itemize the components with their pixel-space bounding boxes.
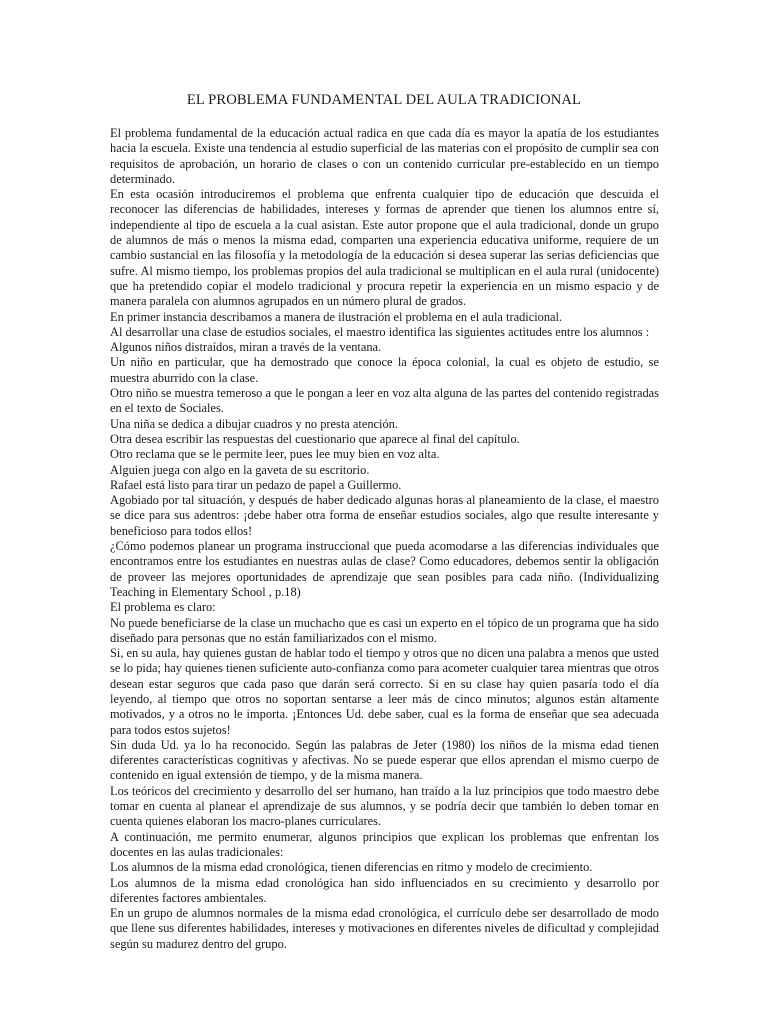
paragraph: El problema es claro:	[110, 600, 216, 615]
paragraph: Si, en su aula, hay quienes gustan de hablar todo el tiempo y otros que no dicen una palabra a menos que usted se lo pida; hay quienes tienen suficiente auto-confianza como para acometer cualquier tarea mientras que otros desean estar seguros que cada paso que darán será correcto. Si en su clase hay quien pasaría todo el día leyendo, al tiempo que otros no soportan sentarse a leer más de cinco minutos; algunos están altamente motivados, y a otros no le importa. ¡Entonces Ud. debe saber, cual es la forma de enseñar que sea adecuada para todos estos sujetos!	[110, 646, 659, 737]
paragraph: Los alumnos de la misma edad cronológica, tienen diferencias en ritmo y modelo de crecimiento.	[110, 860, 593, 875]
paragraph: En un grupo de alumnos normales de la misma edad cronológica, el currículo debe ser desarrollado de modo que llene sus diferentes habilidades, intereses y motivaciones en diferentes niveles de dificultad y complejidad según su madurez dentro del grupo.	[110, 906, 659, 951]
paragraph: Los alumnos de la misma edad cronológica han sido influenciados en su crecimiento y desarrollo por diferentes factores ambientales.	[110, 875, 659, 905]
paragraph: Alguien juega con algo en la gaveta de su escritorio.	[110, 462, 370, 477]
document-title: EL PROBLEMA FUNDAMENTAL DEL AULA TRADICIONAL	[186, 92, 582, 108]
paragraph: ¿Cómo podemos planear un programa instruccional que pueda acomodarse a las diferencias individuales que encontramos entre los estudiantes en nuestras aulas de clase? Como educadores, debemos sentir la obligación de proveer las mejores oportunidades de aprendizaje que sean posibles para cada niño. (Individualizing Teaching in Elementary School , p.18)	[110, 539, 659, 599]
paragraph: Agobiado por tal situación, y después de haber dedicado algunas horas al planeamiento de la clase, el maestro se dice para sus adentros: ¡debe haber otra forma de enseñar estudios sociales, algo que resulte interesante y beneficioso para todos ellos!	[110, 493, 659, 538]
paragraph: Un niño en particular, que ha demostrado que conoce la época colonial, la cual es objeto de estudio, se muestra aburrido con la clase.	[110, 355, 659, 385]
paragraph: En primer instancia describamos a manera de ilustración el problema en el aula tradicional.	[110, 309, 563, 324]
paragraph: El problema fundamental de la educación actual radica en que cada día es mayor la apatía de los estudiantes hacia la escuela. Existe una tendencia al estudio superficial de las materias con el propósito de cumplir sea con requisitos de aprobación, un horario de clases o con un contenido curricular pre-establecido en un tiempo determinado.	[110, 126, 659, 186]
paragraph: Otro niño se muestra temeroso a que le pongan a leer en voz alta alguna de las partes del contenido registradas en el texto de Sociales.	[110, 386, 659, 416]
document-body	[110, 126, 659, 952]
paragraph: Otra desea escribir las respuestas del cuestionario que aparece al final del capítulo.	[110, 431, 520, 446]
paragraph: Al desarrollar una clase de estudios sociales, el maestro identifica las siguientes actitudes entre los alumnos :	[110, 324, 650, 339]
paragraph: Sin duda Ud. ya lo ha reconocido. Según las palabras de Jeter (1980) los niños de la misma edad tienen diferentes características cognitivas y afectivas. No se puede esperar que ellos aprendan el mismo cuerpo de contenido en igual extensión de tiempo, y de la misma manera.	[110, 737, 659, 783]
paragraph: No puede beneficiarse de la clase un muchacho que es casi un experto en el tópico de un programa que ha sido diseñado para personas que no están familiarizados con el mismo.	[110, 615, 659, 645]
paragraph: En esta ocasión introduciremos el problema que enfrenta cualquier tipo de educación que descuida el reconocer las diferencias de habilidades, intereses y formas de aprender que tienen los alumnos entre sí, independiente al tipo de escuela a la cual asistan. Este autor propone que el aula tradicional, donde un grupo de alumnos de más o menos la misma edad, comparten una experiencia educativa uniforme, requiere de un cambio sustancial en las filosofía y la metodología de la educación si desea superar las serias deficiencias que sufre. Al mismo tiempo, los problemas propios del aula tradicional se multiplican en el aula rural (unidocente) que ha pretendido copiar el modelo tradicional y procura repetir la experiencia en un mismo espacio y de manera paralela con alumnos agrupados en un número plural de grados.	[110, 187, 659, 309]
paragraph: A continuación, me permito enumerar, algunos principios que explican los problemas que enfrentan los docentes en las aulas tradicionales:	[110, 829, 659, 859]
paragraph: Rafael está listo para tirar un pedazo de papel a Guillermo.	[110, 477, 402, 492]
paragraph: Algunos niños distraídos, miran a través de la ventana.	[110, 340, 382, 355]
paragraph: Los teóricos del crecimiento y desarrollo del ser humano, han traído a la luz principios que todo maestro debe tomar en cuenta al planear el aprendizaje de sus alumnos, y se podría decir que también lo deben tomar en cuenta quienes elaboran los macro-planes curriculares.	[110, 783, 659, 829]
paragraph: Otro reclama que se le permite leer, pues lee muy bien en voz alta.	[110, 447, 440, 462]
paragraph: Una niña se dedica a dibujar cuadros y no presta atención.	[110, 416, 398, 431]
